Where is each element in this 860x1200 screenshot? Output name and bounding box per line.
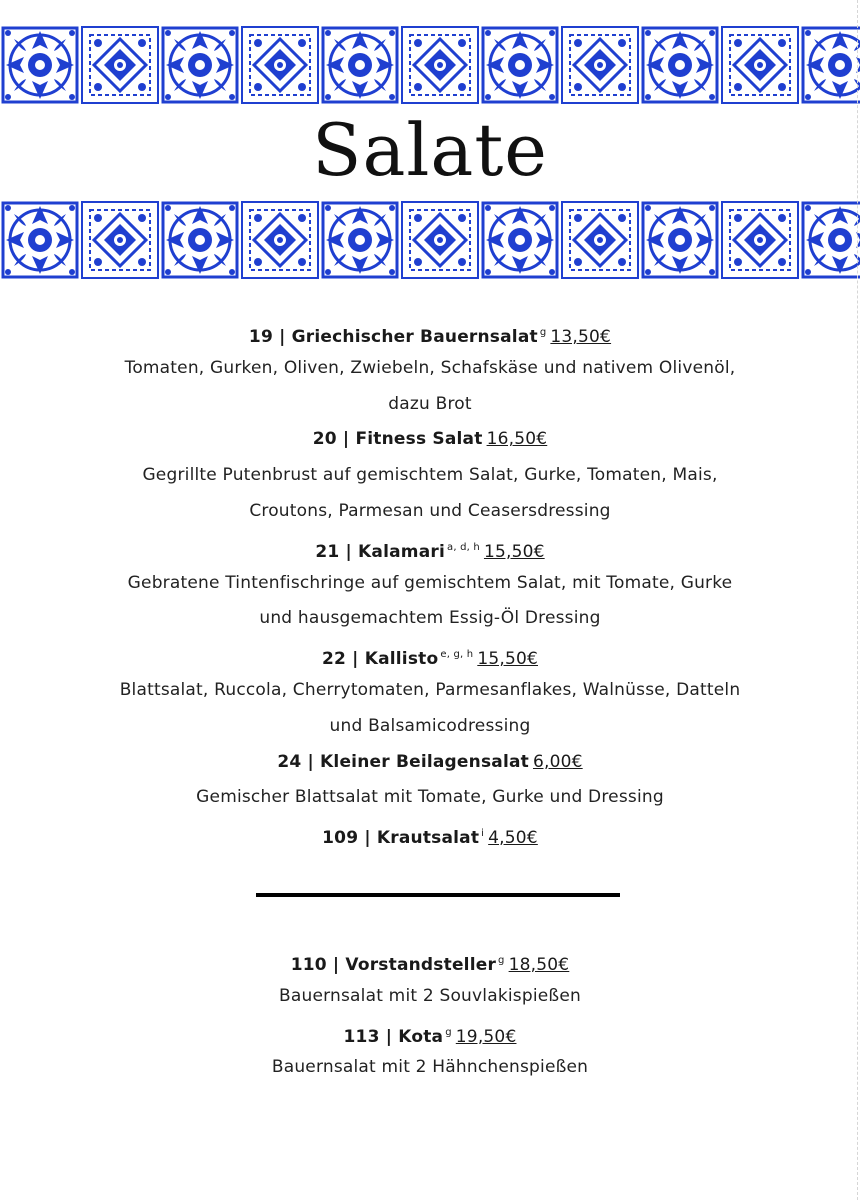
menu-item-description: und hausgemachtem Essig-Öl Dressing bbox=[259, 608, 601, 629]
tile-ornament-icon bbox=[80, 25, 160, 105]
menu-item-title-line bbox=[0, 315, 860, 351]
tile-ornament-icon bbox=[0, 25, 80, 105]
tile-ornament-icon bbox=[320, 200, 400, 280]
menu-item-title-line bbox=[0, 816, 860, 852]
tile-ornament-icon bbox=[240, 25, 320, 105]
menu-item-title-line bbox=[0, 745, 860, 781]
menu-item-description: dazu Brot bbox=[388, 393, 472, 414]
tile-ornament-icon bbox=[720, 25, 800, 105]
menu-item-title-line bbox=[0, 530, 860, 566]
allergen-codes: g bbox=[445, 1026, 452, 1038]
menu-item-description: Bauernsalat mit 2 Hähnchenspießen bbox=[271, 1057, 589, 1078]
menu-item-title: 24 | Kleiner Beilagensalat bbox=[277, 751, 529, 772]
menu-item-title-line bbox=[0, 1015, 860, 1051]
tile-ornament-icon bbox=[160, 200, 240, 280]
tile-ornament-icon bbox=[640, 25, 720, 105]
allergen-codes: g bbox=[539, 327, 547, 338]
tile-ornament-icon bbox=[160, 25, 240, 105]
menu-item-title: 110 | Vorstandsteller bbox=[290, 955, 497, 975]
menu-item-description: Bauernsalat mit 2 Souvlakispießen bbox=[279, 985, 581, 1006]
menu-item-title-line bbox=[0, 637, 860, 673]
tile-ornament-icon bbox=[240, 200, 320, 280]
allergen-codes: g bbox=[498, 955, 505, 966]
tile-ornament-icon bbox=[560, 25, 640, 105]
allergen-codes: a, d, h bbox=[447, 541, 480, 553]
menu-item-price: 4,50€ bbox=[488, 828, 538, 849]
menu-item-title-line bbox=[0, 422, 860, 458]
menu-item-price: 15,50€ bbox=[483, 541, 545, 562]
tile-ornament-icon bbox=[640, 200, 720, 280]
menu-item-price: 18,50€ bbox=[508, 955, 570, 975]
tile-ornament-icon bbox=[480, 25, 560, 105]
tile-ornament-icon bbox=[400, 200, 480, 280]
decorative-tile-band-bottom bbox=[0, 200, 860, 280]
menu-item-description: Tomaten, Gurken, Oliven, Zwiebeln, Schafskäse und nativem Olivenöl, bbox=[124, 357, 736, 378]
menu-item-title: 109 | Krautsalat bbox=[322, 828, 480, 849]
tile-ornament-icon bbox=[720, 200, 800, 280]
menu-item-title: 22 | Kallisto bbox=[322, 649, 439, 670]
tile-ornament-icon bbox=[0, 200, 80, 280]
tile-ornament-icon bbox=[400, 25, 480, 105]
menu-item-price: 13,50€ bbox=[550, 327, 612, 347]
menu-item-description: Blattsalat, Ruccola, Cherrytomaten, Parmesanflakes, Walnüsse, Datteln bbox=[119, 679, 741, 700]
menu-item-price: 16,50€ bbox=[486, 429, 548, 450]
menu-item-title: 21 | Kalamari bbox=[315, 541, 446, 562]
menu-item-price: 19,50€ bbox=[455, 1026, 517, 1047]
extra-menu-list bbox=[0, 943, 860, 1086]
tile-ornament-icon bbox=[560, 200, 640, 280]
tile-ornament-icon bbox=[800, 200, 860, 280]
allergen-codes: e, g, h bbox=[440, 649, 474, 661]
menu-item-price: 6,00€ bbox=[532, 751, 583, 772]
decorative-tile-band-top bbox=[0, 25, 860, 105]
page-title: Salate bbox=[312, 108, 548, 192]
menu-item-title: 20 | Fitness Salat bbox=[312, 429, 483, 450]
menu-item-title: 113 | Kota bbox=[343, 1026, 444, 1047]
tile-ornament-icon bbox=[320, 25, 400, 105]
tile-ornament-icon bbox=[80, 200, 160, 280]
menu-item-description: Gegrillte Putenbrust auf gemischtem Salat, Gurke, Tomaten, Mais, bbox=[142, 465, 718, 486]
menu-item-price: 15,50€ bbox=[477, 649, 538, 670]
tile-ornament-icon bbox=[800, 25, 860, 105]
menu-item-description: Gemischer Blattsalat mit Tomate, Gurke und Dressing bbox=[196, 787, 664, 808]
tile-ornament-icon bbox=[480, 200, 560, 280]
menu-item-title-line bbox=[0, 943, 860, 979]
section-divider bbox=[256, 893, 620, 897]
salad-menu-list bbox=[0, 315, 860, 852]
allergen-codes: i bbox=[481, 828, 485, 840]
menu-item-description: Croutons, Parmesan und Ceasersdressing bbox=[249, 500, 611, 521]
menu-item-title: 19 | Griechischer Bauernsalat bbox=[248, 327, 538, 347]
menu-item-description: Gebratene Tintenfischringe auf gemischtem Salat, mit Tomate, Gurke bbox=[127, 572, 733, 593]
menu-item-description: und Balsamicodressing bbox=[329, 715, 531, 736]
